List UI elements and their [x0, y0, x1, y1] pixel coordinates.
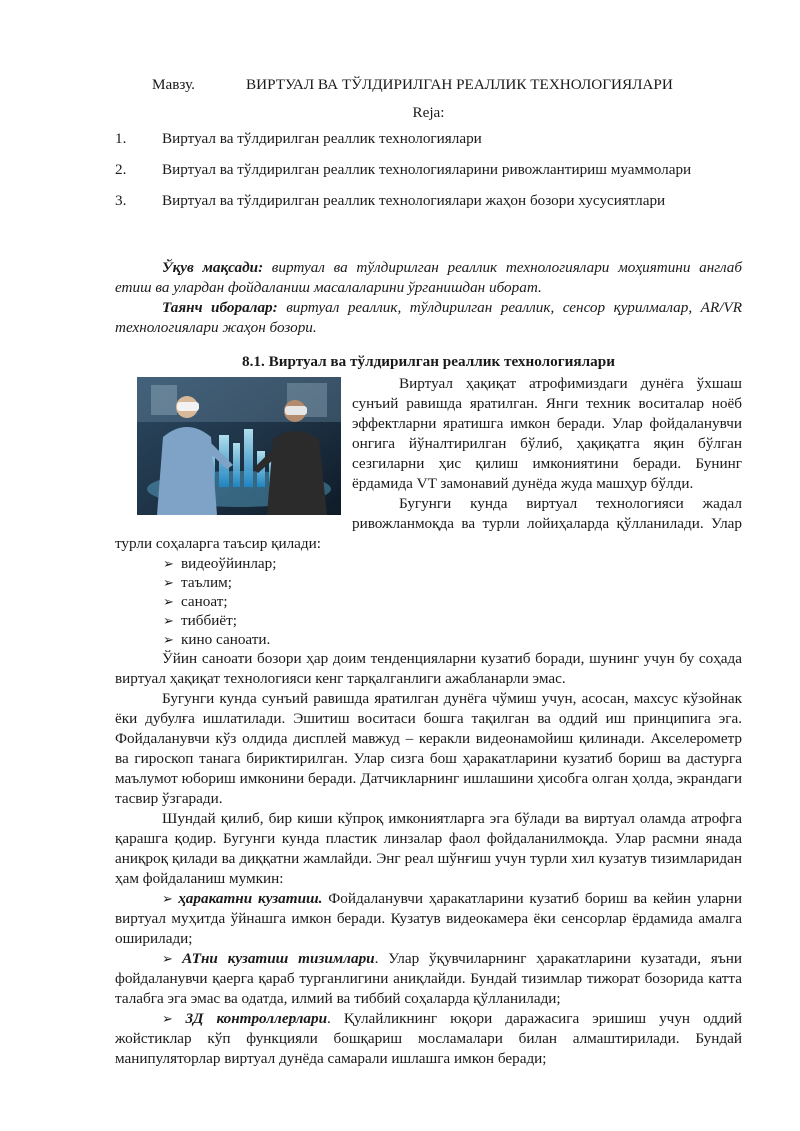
- list-item-text: видеоўйинлар;: [181, 555, 277, 572]
- plan-item-number: 3.: [115, 192, 127, 209]
- plan-item: [115, 130, 742, 154]
- list-item-text: таълим;: [181, 574, 232, 591]
- arrowhead-bullet-icon: ➢: [162, 891, 179, 906]
- list-item: [115, 630, 742, 649]
- topic-title: ВИРТУАЛ ВА ТЎЛДИРИЛГАН РЕАЛЛИК ТЕХНОЛОГИЯЛАРИ: [246, 76, 673, 93]
- paragraph-game-industry: Ўйин саноати бозори ҳар доим тенденцияларни кузатиб боради, шунинг учун бу соҳада виртуал ҳақиқат технологияси кенг тарқалганлиги ажабланарли эмас.: [115, 650, 742, 687]
- plan-item-text: Виртуал ва тўлдирилган реаллик технологиялари: [162, 130, 482, 147]
- list-item-text: тиббиёт;: [181, 612, 237, 629]
- plan-item: [115, 192, 742, 216]
- list-item-text: саноат;: [181, 593, 228, 610]
- list-item-text: кино саноати.: [181, 631, 271, 648]
- application-areas-list: [115, 554, 742, 649]
- plan-item-text: Виртуал ва тўлдирилган реаллик технологияларини ривожлантириш муаммолари: [162, 161, 692, 178]
- tracking-item-term: 3Д контроллерлари: [185, 1010, 328, 1027]
- goal-text: виртуал ва тўлдирилган реаллик технологиялари моҳиятини англаб етиш ва улардан фойдаланиш масалаларини ўрганишдан иборат.: [115, 259, 742, 296]
- list-item: [115, 611, 742, 630]
- plan-item-number: 1.: [115, 130, 127, 147]
- tracking-item-text: . Улар ўқувчиларнинг ҳаракатларини кузатади, яъни фойдаланувчи қаерга қараб турганлигини аниқлайди. Бундай тизимлар тижорат бозорида катта талабга эга эмас ва одатда, илмий ва тиббий соҳаларда қўлланилади;: [115, 950, 742, 1007]
- paragraph-headset: Бугунги кунда сунъий равишда яратилган дунёга чўмиш учун, асосан, махсус кўзойнак ёки дубулға ишлатилади. Эшитиш воситаси бошга тақилган ва оддий иш принципига эга. Фойдаланувчи кўз олдида дисплей мавжуд – керакли видеонамойиш қилинади. Акселерометр ва гироскоп танага бириктирилган. Улар сизга бош ҳаракатларини кузатиб бориш ва дастурга маълумот юбориш имконини беради. Датчикларнинг ишлашини ҳисобга олган ҳолда, экрандаги тасвир ўзгаради.: [115, 690, 742, 807]
- section-title: 8.1. Виртуал ва тўлдирилган реаллик технологиялари: [242, 353, 615, 370]
- plan-item-number: 2.: [115, 161, 127, 178]
- vr-headset-people-photo: [137, 377, 341, 515]
- arrowhead-bullet-icon: ➢: [163, 594, 174, 609]
- tracking-item-term: ҳаракатни кузатиш.: [178, 890, 323, 907]
- tracking-item-text: . Қулайликнинг юқори даражасига эришиш учун оддий жойстиклар кўп функцияли бошқариш мосламалари билан алмаштирилади. Бундай манипуляторлар виртуал дунёда самарали ишлашга имкон беради;: [115, 1010, 742, 1067]
- list-item: [115, 573, 742, 592]
- plan-heading: Reja:: [412, 104, 445, 121]
- paragraph-tracking-intro: Шундай қилиб, бир киши кўпроқ имкониятларга эга бўлади ва виртуал оламда атрофга қарашга қодир. Бугунги кунда пластик линзалар фаол фойдаланилмоқда. Улар расмни янада аниқроқ қилади ва диққатни жамлайди. Энг реал шўнғиш учун турли хил кузатув тизимларидан ҳам фойдаланиш мумкин:: [115, 810, 742, 887]
- tracking-item-text: Фойдаланувчи ҳаракатларини кузатиб бориш ва кейин уларни виртуал муҳитда ўйнашга имкон беради. Кузатув видеокамера ёки сенсорлар ёрдамида амалга оширилади;: [115, 890, 742, 947]
- arrowhead-bullet-icon: ➢: [163, 556, 174, 571]
- list-item: [115, 592, 742, 611]
- topic-line: [115, 70, 742, 96]
- list-item: [115, 554, 742, 573]
- goal-paragraph: [115, 258, 742, 298]
- tracking-item: [115, 1009, 742, 1069]
- tracking-item: [115, 949, 742, 1009]
- topic-label: Мавзу.: [152, 76, 195, 93]
- arrowhead-bullet-icon: ➢: [163, 632, 174, 647]
- plan-item: [115, 161, 742, 185]
- keywords-label: Таянч иборалар:: [162, 299, 278, 316]
- tracking-item-term: АТни кузатиш тизимлари: [182, 950, 375, 967]
- arrowhead-bullet-icon: ➢: [162, 1011, 186, 1026]
- section-body: [115, 374, 742, 1069]
- plan-list: [115, 130, 742, 216]
- paragraph-vr-today: Бугунги кунда виртуал технологияси жадал ривожланмоқда ва турли лойиҳаларда қўлланилади. Улар турли соҳаларга таъсир қилади:: [115, 495, 742, 552]
- learning-goal-block: [115, 258, 742, 338]
- paragraph-vr-intro: Виртуал ҳақиқат атрофимиздаги дунёга ўхшаш сунъий равишда яратилган. Янги техник воситалар ноёб эффектларни яратишга имкон беради. Улар фойдаланувчи онгига йўналтирилган бўлиб, ҳақиқатга яқин бўлган сезгиларни ҳис қилиш имкониятини беради. Бунинг ёрдамида VT замонавий дунёда жуда машҳур бўлди.: [352, 375, 742, 492]
- goal-label: Ўқув мақсади:: [162, 259, 264, 276]
- keywords-text: виртуал реаллик, тўлдирилган реаллик, сенсор қурилмалар, AR/VR технологиялари жаҳон бозори.: [115, 299, 742, 336]
- arrowhead-bullet-icon: ➢: [163, 613, 174, 628]
- arrowhead-bullet-icon: ➢: [163, 575, 174, 590]
- document-page: [115, 70, 742, 1069]
- keywords-paragraph: [115, 298, 742, 338]
- tracking-item: [115, 889, 742, 949]
- plan-item-text: Виртуал ва тўлдирилган реаллик технологиялари жаҳон бозори хусусиятлари: [162, 192, 666, 209]
- arrowhead-bullet-icon: ➢: [162, 951, 183, 966]
